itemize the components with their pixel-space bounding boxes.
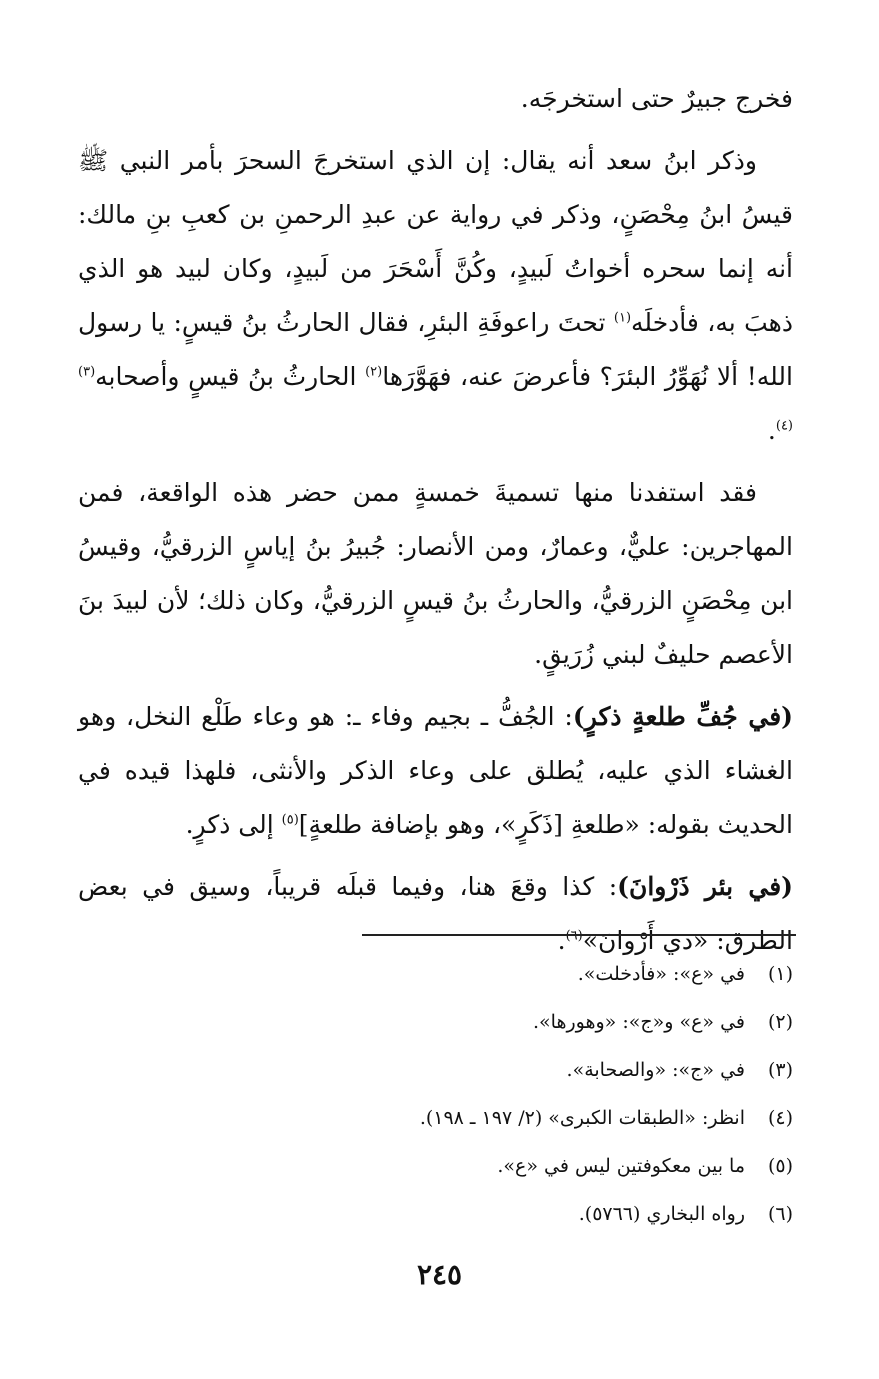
paragraph-2-part-d: . bbox=[767, 416, 776, 445]
footnote-6 bbox=[78, 1190, 793, 1238]
lemma-dharwan: (في بئر ذَرْوانَ) bbox=[617, 872, 793, 901]
footnote-1 bbox=[78, 950, 793, 998]
paragraph-4 bbox=[78, 690, 793, 852]
paragraph-5-part-b: . bbox=[557, 926, 566, 955]
page-number: ٢٤٥ bbox=[416, 1258, 463, 1291]
paragraph-2 bbox=[78, 134, 793, 458]
footnote-text: في «ع» و«ج»: «وهورها». bbox=[533, 1011, 745, 1033]
footnote-number: (١) bbox=[767, 963, 793, 985]
paragraph-3: فقد استفدنا منها تسميةَ خمسةٍ ممن حضر هذه الواقعة، فمن المهاجرين: عليٌّ، وعمارٌ، ومن الأنصار: جُبيرُ بنُ إياسٍ الزرقيُّ، وقيسُ ابن مِحْصَنٍ الزرقيُّ، والحارثُ بنُ قيسٍ الزرقيُّ، وكان ذلك؛ لأن لبيدَ بنَ الأعصم حليفٌ لبني زُرَيقٍ. bbox=[78, 478, 793, 669]
footnote-ref-5[interactable]: (٥) bbox=[281, 812, 299, 828]
footnote-text: في «ع»: «فأدخلت». bbox=[577, 963, 745, 985]
footnote-text: رواه البخاري (٥٧٦٦). bbox=[578, 1203, 745, 1225]
paragraph-2-part-a: وذكر ابنُ سعد أنه يقال: إن الذي استخرجَ السحرَ بأمر النبي ﷺ قيسُ ابنُ مِحْصَنٍ، وذكر في رواية عن عبدِ الرحمنِ بن كعبِ بنِ مالك: أنه إنما سحره أخواتُ لَبيدٍ، وكُنَّ أَسْحَرَ من لَبيدٍ، وكان لبيد هو الذي ذهبَ به، فأدخلَه bbox=[78, 146, 793, 337]
footnote-5 bbox=[78, 1142, 793, 1190]
paragraph-2-part-c: الحارثُ بنُ قيسٍ وأصحابه bbox=[95, 362, 366, 391]
footnote-number: (٥) bbox=[767, 1155, 793, 1177]
footnote-ref-1[interactable]: (١) bbox=[613, 310, 632, 326]
footnote-number: (٦) bbox=[767, 1203, 793, 1225]
paragraph-4-part-a: : الجُفُّ ـ بجيم وفاء ـ: هو وعاء طَلْع النخل، وهو الغشاء الذي عليه، يُطلق على وعاء الذكر والأنثى، فلهذا قيده في الحديث بقوله: «طلعةِ [ذَكَرٍ»، وهو بإضافة طلعةٍ] bbox=[78, 702, 793, 839]
lemma-juff: (في جُفِّ طلعةٍ ذكرٍ) bbox=[572, 702, 793, 731]
footnote-divider bbox=[362, 934, 796, 936]
footnote-number: (٣) bbox=[767, 1059, 793, 1081]
paragraph-5-part-a: : كذا وقعَ هنا، وفيما قبلَه قريباً، وسيق في بعض الطرق: «ذي أَرْوانَ» bbox=[78, 872, 793, 955]
paragraph-4-part-b: إلى ذكرٍ. bbox=[185, 810, 282, 839]
footnote-text: ما بين معكوفتين ليس في «ع». bbox=[497, 1155, 745, 1177]
footnote-ref-6[interactable]: (٦) bbox=[565, 928, 583, 944]
footnote-ref-3-4[interactable]: (٣)(٤) bbox=[78, 364, 793, 434]
footnote-number: (٢) bbox=[767, 1011, 793, 1033]
main-text bbox=[78, 72, 793, 976]
footnote-2 bbox=[78, 998, 793, 1046]
paragraph-2-part-b: تحتَ راعوفَةِ البئرِ، فقال الحارثُ بنُ قيسٍ: يا رسول الله! ألا نُهَوِّرُ البئرَ؟ فأعرضَ عنه، فهَوَّرَها bbox=[78, 308, 793, 391]
footnote-number: (٤) bbox=[767, 1107, 793, 1129]
footnote-ref-2[interactable]: (٢) bbox=[365, 364, 383, 380]
footnote-3 bbox=[78, 1046, 793, 1094]
footnote-text: في «ج»: «والصحابة». bbox=[566, 1059, 745, 1081]
paragraph-1: فخرج جبيرٌ حتى استخرجَه. bbox=[520, 84, 793, 113]
footnotes bbox=[78, 950, 793, 1238]
footnote-text: انظر: «الطبقات الكبرى» (٢/ ١٩٧ ـ ١٩٨). bbox=[419, 1107, 745, 1129]
footnote-4 bbox=[78, 1094, 793, 1142]
